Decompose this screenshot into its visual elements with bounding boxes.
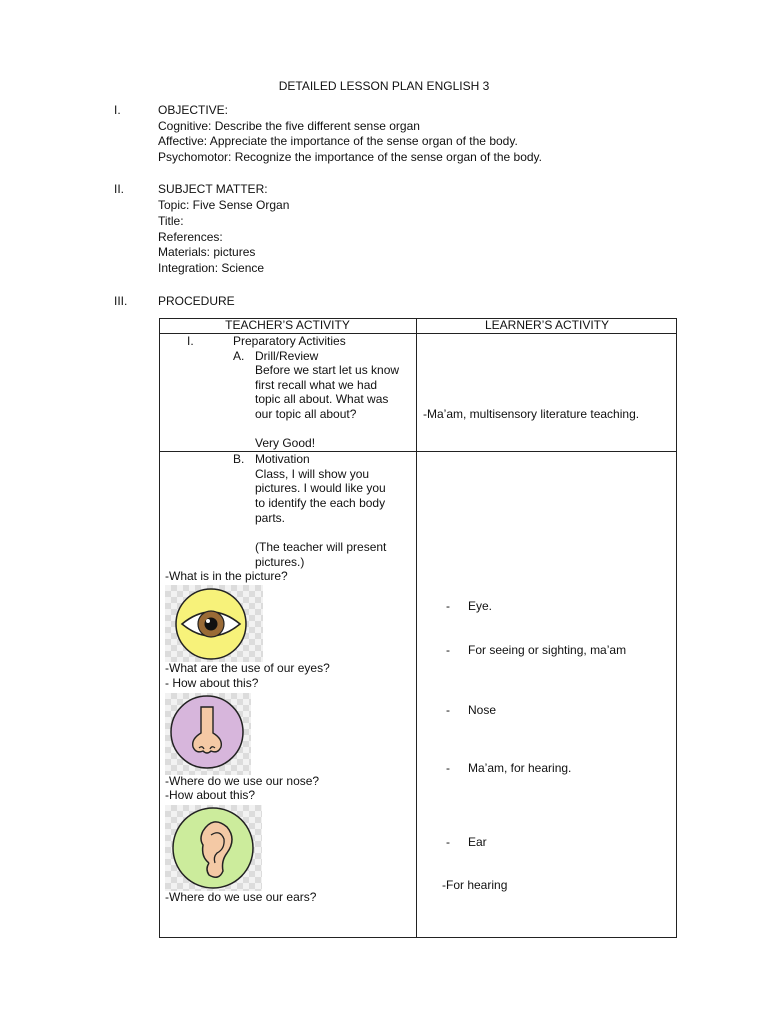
question-use-of-eyes: -What are the use of our eyes? — [165, 661, 330, 675]
learner-answer-eye-use: For seeing or sighting, ma’am — [468, 643, 627, 657]
motivation-label: Motivation — [255, 452, 310, 466]
subject-integration: Integration: Science — [158, 261, 265, 275]
nose-picture — [165, 693, 251, 775]
header-teacher-activity: TEACHER’S ACTIVITY — [225, 318, 350, 332]
motivation-line-3: to identify the each body — [255, 496, 386, 510]
motivation-letter: B. — [233, 452, 245, 466]
question-use-of-ears: -Where do we use our ears? — [165, 890, 317, 904]
motivation-line-4: parts. — [255, 511, 286, 525]
subject-references: References: — [158, 230, 223, 244]
nose-icon — [165, 693, 251, 775]
page-title: DETAILED LESSON PLAN ENGLISH 3 — [278, 79, 490, 93]
very-good: Very Good! — [255, 436, 316, 450]
teacher-note-line-1: (The teacher will present — [255, 540, 387, 554]
dash-2: - — [446, 643, 450, 657]
question-what-in-picture: -What is in the picture? — [165, 569, 288, 583]
learner-answer-nose: Nose — [468, 703, 497, 717]
subject-matter-heading: SUBJECT MATTER: — [158, 182, 268, 196]
dash-3: - — [446, 703, 450, 717]
drill-line-4: our topic all about? — [255, 407, 357, 421]
dash-1: - — [446, 599, 450, 613]
prep-label: Preparatory Activities — [233, 334, 346, 348]
objective-cognitive: Cognitive: Describe the five different sense organ — [158, 119, 420, 133]
subject-topic: Topic: Five Sense Organ — [158, 198, 290, 212]
question-how-about-this-2: -How about this? — [165, 788, 256, 802]
learner-answer-ear-use: -For hearing — [442, 878, 508, 892]
drill-line-2: first recall what we had — [255, 378, 378, 392]
question-how-about-this-1: - How about this? — [165, 676, 259, 690]
motivation-line-2: pictures. I would like you — [255, 481, 386, 495]
teacher-note-line-2: pictures.) — [255, 555, 305, 569]
ear-icon — [165, 805, 262, 891]
subject-matter-number: II. — [114, 182, 125, 196]
learner-response-1: -Ma’am, multisensory literature teaching. — [423, 407, 640, 421]
procedure-heading: PROCEDURE — [158, 294, 235, 308]
objective-affective: Affective: Appreciate the importance of the sense organ of the body. — [158, 134, 518, 148]
prep-number: I. — [187, 334, 194, 348]
question-use-of-nose: -Where do we use our nose? — [165, 774, 320, 788]
table-column-divider — [416, 318, 417, 938]
dash-5: - — [446, 835, 450, 849]
procedure-number: III. — [114, 294, 128, 308]
eye-picture — [165, 585, 263, 662]
subject-materials: Materials: pictures — [158, 245, 256, 259]
objective-heading: OBJECTIVE: — [158, 103, 229, 117]
ear-picture — [165, 805, 262, 891]
header-learner-activity: LEARNER’S ACTIVITY — [484, 318, 610, 332]
learner-answer-nose-use: Ma’am, for hearing. — [468, 761, 572, 775]
subject-title: Title: — [158, 214, 184, 228]
drill-label: Drill/Review — [255, 349, 319, 363]
dash-4: - — [446, 761, 450, 775]
eye-icon — [165, 585, 263, 662]
learner-answer-eye: Eye. — [468, 599, 493, 613]
drill-letter: A. — [233, 349, 245, 363]
objective-psychomotor: Psychomotor: Recognize the importance of the sense organ of the body. — [158, 150, 542, 164]
drill-line-1: Before we start let us know — [255, 363, 400, 377]
motivation-line-1: Class, I will show you — [255, 467, 370, 481]
learner-answer-ear: Ear — [468, 835, 487, 849]
drill-line-3: topic all about. What was — [255, 392, 389, 406]
objective-number: I. — [114, 103, 121, 117]
